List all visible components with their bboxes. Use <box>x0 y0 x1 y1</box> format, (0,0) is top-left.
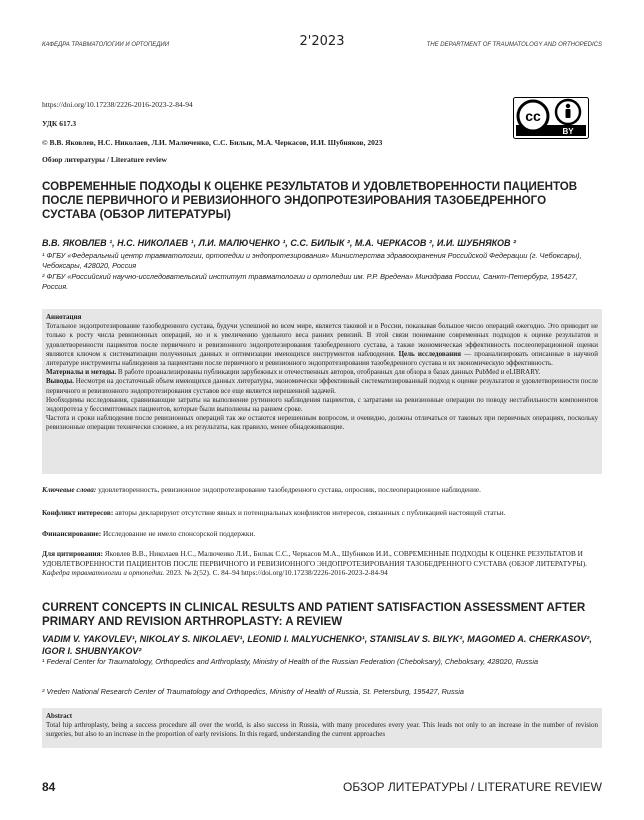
by-text: BY <box>562 127 574 136</box>
en-abstract-box <box>42 708 602 748</box>
header-journal-en: THE DEPARTMENT OF TRAUMATOLOGY AND ORTHOPEDICS <box>426 42 602 48</box>
en-authors: VADIM V. YAKOVLEV¹, NIKOLAY S. NIKOLAEV¹, LEONID I. MALYUCHENKO¹, STANISLAV S. BILYK², MAGOMED A. CHERKASOV², IGOR I. SHUBNYAKOV² <box>42 634 592 656</box>
udk: УДК 617.3 <box>42 119 77 128</box>
ru-abstract-heading: Аннотация <box>46 313 82 321</box>
en-affiliation-2: ² Vreden National Research Center of Traumatology and Orthopedics, Ministry of Health of Russia, St. Petersburg, 195427, Russia <box>42 687 464 696</box>
ru-funding: Финансирование: Исследование не имело спонсорской поддержки. <box>42 529 256 538</box>
ru-need-paragraph: Необходимы исследования, сравнивающие затраты на выполнение рутинного наблюдения пациентов, с затратами на ревизионные операции по поводу нестабильности компонентов эндопротеза у бессимптомных пациентов, которые были выполнены на раннем сроке. <box>46 395 598 414</box>
section-label: ОБЗОР ЛИТЕРАТУРЫ / LITERATURE REVIEW <box>342 780 602 794</box>
copyright: © В.В. Яковлев, Н.С. Николаев, Л.И. Малюченко, С.С. Билык, М.А. Черкасов, И.И. Шубняков, 2023 <box>42 138 383 147</box>
en-affiliation-1: ¹ Federal Center for Traumatology, Orthopedics and Arthroplasty, Ministry of Health of the Russian Federation (Cheboksary), Cheboksary, 428020, Russia <box>42 657 539 666</box>
ru-conflict: Конфликт интересов: авторы декларируют отсутствие явных и потенциальных конфликтов интересов, связанных с публикацией настоящей статьи. <box>42 508 506 517</box>
ru-citation: Для цитирования: Яковлев В.В., Николаев Н.С., Малюченко Л.И., Билык С.С., Черкасов М.А., Шубняков И.И., СОВРЕМЕННЫЕ ПОДХОДЫ К ОЦЕНКЕ РЕЗУЛЬТАТОВ И УДОВЛЕТВОРЕННОСТИ ПАЦИЕНТОВ ПОСЛЕ ПЕРВИЧНОГО И РЕВИЗИОННОГО ЭНДОПРОТЕЗИРОВАНИЯ ТАЗОБЕДРЕННОГО СУСТАВА (ОБЗОР ЛИТЕРАТУРЫ). Кафедра травматологии и ортопедии. 2023. № 2(52). С. 84–94 https://doi.org/10.17238/2226-2016-2023-2-84-94 <box>42 549 587 577</box>
article-type: Обзор литературы / Literature review <box>42 155 167 164</box>
en-title: CURRENT CONCEPTS IN CLINICAL RESULTS AND PATIENT SATISFACTION ASSESSMENT AFTER PRIMARY AND REVISION ARTHROPLASTY: A REVIEW <box>42 601 586 629</box>
ru-aim-heading: Цель исследования <box>398 349 462 358</box>
page-number: 84 <box>42 780 56 794</box>
ru-abstract-text: Тотальное эндопротезирование тазобедренного сустава, будучи успешной во всем мире, является таковой и в России, показывая большое число операций ежегодно. Это приводит не только к росту числа ревизионных операций, но и к увеличению удельного веса ранних ревизий. В этой связи понимание современных подходов к оценке результатов и удовлетворенности пациентов после первичного и ревизионного эндопротезирования тазобедренного сустава, а также экономическая эффективность послеоперационной оценки являются ключом к систематизации полученных данных и оптимизации имеющихся инструментов наблюдения. Цель исследования — проанализировать описанные в научной литературе инструменты наблюдения за пациентами после первичного и ревизионного эндопротезирования тазобедренного сустава и их экономическую эффективность. <box>46 322 598 368</box>
ru-title: СОВРЕМЕННЫЕ ПОДХОДЫ К ОЦЕНКЕ РЕЗУЛЬТАТОВ И УДОВЛЕТВОРЕННОСТИ ПАЦИЕНТОВ ПОСЛЕ ПЕРВИЧНОГО И РЕВИЗИОННОГО ЭНДОПРОТЕЗИРОВАНИЯ ТАЗОБЕДРЕННОГО СУСТАВА (ОБЗОР ЛИТЕРАТУРЫ) <box>42 180 578 222</box>
running-header <box>42 34 602 52</box>
ru-abstract-box <box>42 309 602 474</box>
header-journal-ru: КАФЕДРА ТРАВМАТОЛОГИИ И ОРТОПЕДИИ <box>42 42 170 48</box>
ru-authors: В.В. ЯКОВЛЕВ ¹, Н.С. НИКОЛАЕВ ¹, Л.И. МАЛЮЧЕНКО ¹, С.С. БИЛЫК ², М.А. ЧЕРКАСОВ ², И.И. ШУБНЯКОВ ² <box>42 238 517 248</box>
en-abstract-heading: Abstract <box>46 712 73 720</box>
ru-affiliation-1: ¹ ФГБУ «Федеральный центр травматологии, ортопедии и эндопротезирования» Министерства здравоохранения Российской Федерации (г. Чебоксары), Чебоксары, 428020, Россия <box>42 251 582 270</box>
ru-conclusions: Выводы. Несмотря на достаточный объем имеющихся данных литературы, экономически эффективный систематизированный подход к оценке результатов и удовлетворенности после первичного и ревизионного эндопротезирования суставов все еще является нерешенной задачей. <box>46 377 598 395</box>
cc-text: cc <box>525 108 541 124</box>
en-abstract-text: Total hip arthroplasty, being a success procedure all over the world, is also success in Russia, with many procedures every year. This leads not only to an increase in the number of revision surgeries, but also to an increase in the proportion of early revisions. In this regard, understanding the current approaches <box>46 721 598 739</box>
page-footer <box>42 780 602 796</box>
ru-frequency-paragraph: Частота и сроки наблюдения после ревизионных операций так же остаются нерешенным вопросом, и очевидно, должны отличаться от таковых при первичных операциях, поскольку ревизионные операции технически сложнее, а их результаты, как правило, менее обнадеживающие. <box>46 414 598 432</box>
ru-keywords: Ключевые слова: удовлетворенность, ревизионное эндопротезирование тазобедренного сустава, опросник, послеоперационное наблюдение. <box>42 485 481 494</box>
cc-by-license-icon <box>513 97 589 139</box>
doi-link[interactable]: https://doi.org/10.17238/2226-2016-2023-2-84-94 <box>42 100 193 109</box>
ru-affiliation-2: ² ФГБУ «Российский научно-исследовательский институт травматологии и ортопедии им. Р.Р. Вредена» Минздрава России, Санкт-Петербург, 195427, Россия. <box>42 272 578 291</box>
header-issue: 2'2023 <box>299 34 345 49</box>
ru-methods: Материалы и методы. В работе проанализированы публикации зарубежных и отечественных авторов, отобранных для обзора в базах данных PubMed и eLIBRARY. <box>46 368 541 377</box>
